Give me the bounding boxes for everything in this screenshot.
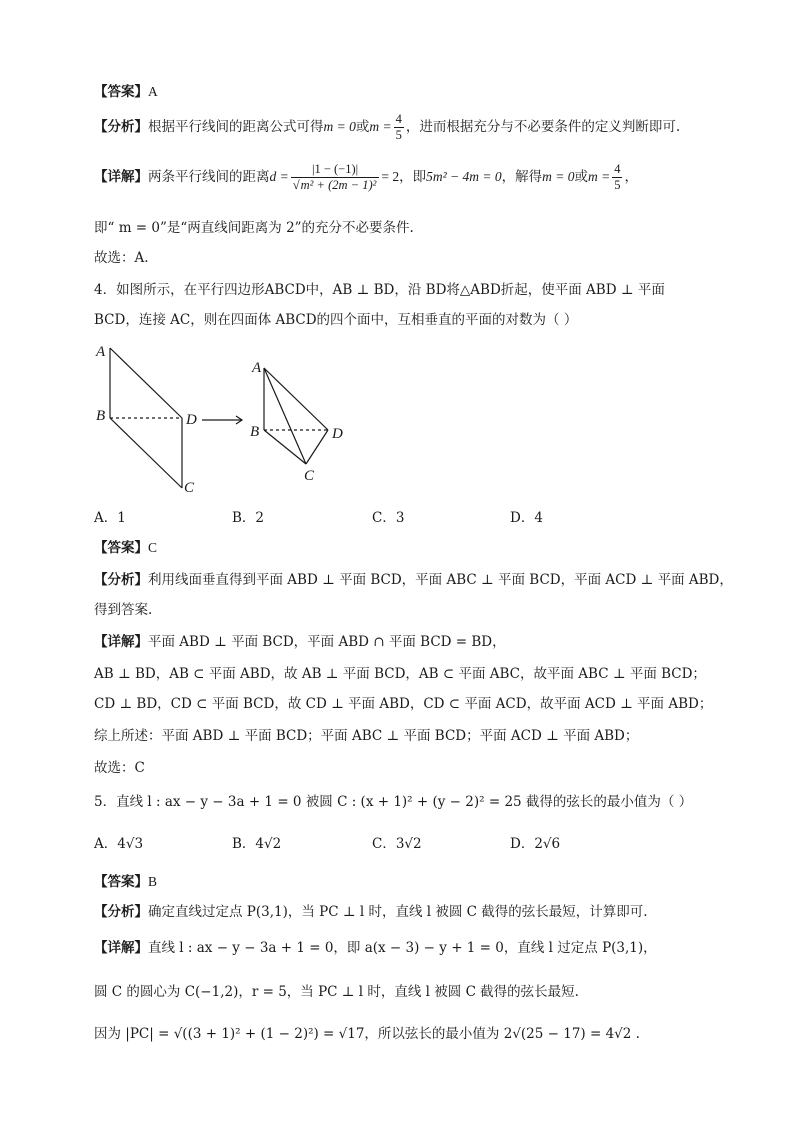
analysis-text: 利用线面垂直得到平面 ABD ⊥ 平面 BCD，平面 ABC ⊥ 平面 BCD，平面 ACD ⊥ 平面 ABD， [148,572,733,588]
q3-conclusion: 即“ m = 0”是“两直线间距离为 2”的充分不必要条件. [94,220,414,236]
q4-choose: 故选：C [94,760,145,776]
q4-option-c: C．3 [372,510,405,526]
q5-answer [94,872,157,892]
q4-analysis-line2: 得到答案. [94,602,153,618]
detail-eq2: = 2 [381,169,400,184]
answer-tag: 【答案】 [94,540,148,556]
q3-answer [94,82,158,102]
answer-tag: 【答案】 [94,874,148,890]
q5-option-b: B．4√2 [232,836,282,852]
q5-detail-line1 [94,938,657,958]
detail-d: d = [269,169,289,184]
q5-detail-line2: 圆 C 的圆心为 C(−1,2)，r = 5，当 PC ⊥ l 时，直线 l 被圆 C 截得的弦长最短. [94,984,579,1000]
analysis-text-end: ，进而根据充分与不必要条件的定义判断即可. [405,119,681,135]
analysis-text: 根据平行线间的距离公式可得 [148,119,324,135]
q5-analysis [94,902,648,922]
edge-bc-flat [110,418,182,488]
label-b-tet: B [250,424,260,440]
q3-detail [94,162,638,193]
q5-stem: 5．直线 l : ax − y − 3a + 1 = 0 被圆 C : (x + 1)² + (y − 2)² = 25 截得的弦长的最小值为（ ） [94,794,693,810]
label-a-tet: A [252,360,262,376]
detail-tag: 【详解】 [94,634,148,650]
q4-option-d: D．4 [510,510,543,526]
label-c-tet: C [304,468,315,484]
answer-value: B [148,874,158,889]
q4-option-b: B．2 [232,510,265,526]
q4-detail-line2: AB ⊥ BD，AB ⊂ 平面 ABD，故 AB ⊥ 平面 BCD，AB ⊂ 平面 ABC，故平面 ABC ⊥ 平面 BCD； [94,666,706,682]
detail-text-2: ，即 [399,169,427,185]
q4-detail-line3: CD ⊥ BD，CD ⊂ 平面 BCD，故 CD ⊥ 平面 ABD，CD ⊂ 平面 ACD，故平面 ACD ⊥ 平面 ABD； [94,696,713,712]
analysis-tag: 【分析】 [94,572,148,588]
detail-text: 两条平行线间的距离 [148,169,270,185]
distance-fraction: $\frac{|1 - (-1)|}{\text{√m² + (2m − 1)²}}$ [291,162,380,193]
detail-eq: 5m² − 4m = 0 [426,169,502,184]
detail-or: 或 [574,169,588,185]
analysis-or: 或 [355,119,370,135]
analysis-m: m = [369,119,392,134]
q5-option-c: C．3√2 [372,836,422,852]
label-d-tet: D [332,426,343,442]
detail-end: ， [624,169,638,185]
q3-choose: 故选：A. [94,250,149,266]
label-a-flat: A [96,344,106,360]
q4-detail-line1 [94,632,506,652]
label-c-flat: C [184,480,195,496]
answer-value: C [148,540,158,555]
edge-dc-tet [306,430,328,464]
q4-stem-line2: BCD，连接 AC，则在四面体 ABCD的四个面中，互相垂直的平面的对数为（ ） [94,312,578,328]
detail-text: 直线 l : ax − y − 3a + 1 = 0，即 a(x − 3) − y + 1 = 0，直线 l 过定点 P(3,1)， [148,940,657,956]
edge-ad-flat [110,348,182,418]
edge-ad-tet [264,368,328,430]
detail-tag: 【详解】 [94,940,148,956]
q5-detail-line3: 因为 |PC| = √((3 + 1)² + (1 − 2)²) = √17，所以弦长的最小值为 2√(25 − 17) = 4√2 . [94,1026,640,1042]
label-d-flat: D [186,412,197,428]
q4-detail-line4: 综上所述：平面 ABD ⊥ 平面 BCD；平面 ABC ⊥ 平面 BCD；平面 ACD ⊥ 平面 ABD； [94,728,639,744]
q4-option-a: A．1 [94,510,126,526]
detail-text: 平面 ABD ⊥ 平面 BCD，平面 ABD ∩ 平面 BCD = BD， [148,634,506,650]
edge-bc-tet [264,430,306,464]
detail-fraction: $\frac{4}{5}$ [614,162,621,192]
q5-option-d: D．2√6 [510,836,561,852]
analysis-tag: 【分析】 [94,119,148,135]
q5-option-a: A．4√3 [94,836,144,852]
q4-stem-line1: 4．如图所示，在平行四边形ABCD中，AB ⊥ BD，沿 BD将△ABD折起，使平面 ABD ⊥ 平面 [94,282,665,298]
analysis-fraction: $\frac{4}{5}$ [395,112,402,142]
q4-analysis-line1 [94,570,733,590]
label-b-flat: B [96,408,106,424]
detail-m: m = [588,169,611,184]
analysis-m0: m = 0 [323,119,356,134]
detail-m0: m = 0 [542,169,575,184]
q3-analysis [94,112,680,143]
answer-tag: 【答案】 [94,84,148,100]
edge-ac-tet [264,368,306,464]
answer-value: A [148,84,158,99]
fold-figure [92,340,352,500]
detail-text-3: ，解得 [501,169,543,185]
detail-tag: 【详解】 [94,169,148,185]
q4-answer [94,538,157,558]
analysis-tag: 【分析】 [94,904,148,920]
analysis-text: 确定直线过定点 P(3,1)，当 PC ⊥ l 时，直线 l 被圆 C 截得的弦长最短，计算即可. [148,904,648,920]
